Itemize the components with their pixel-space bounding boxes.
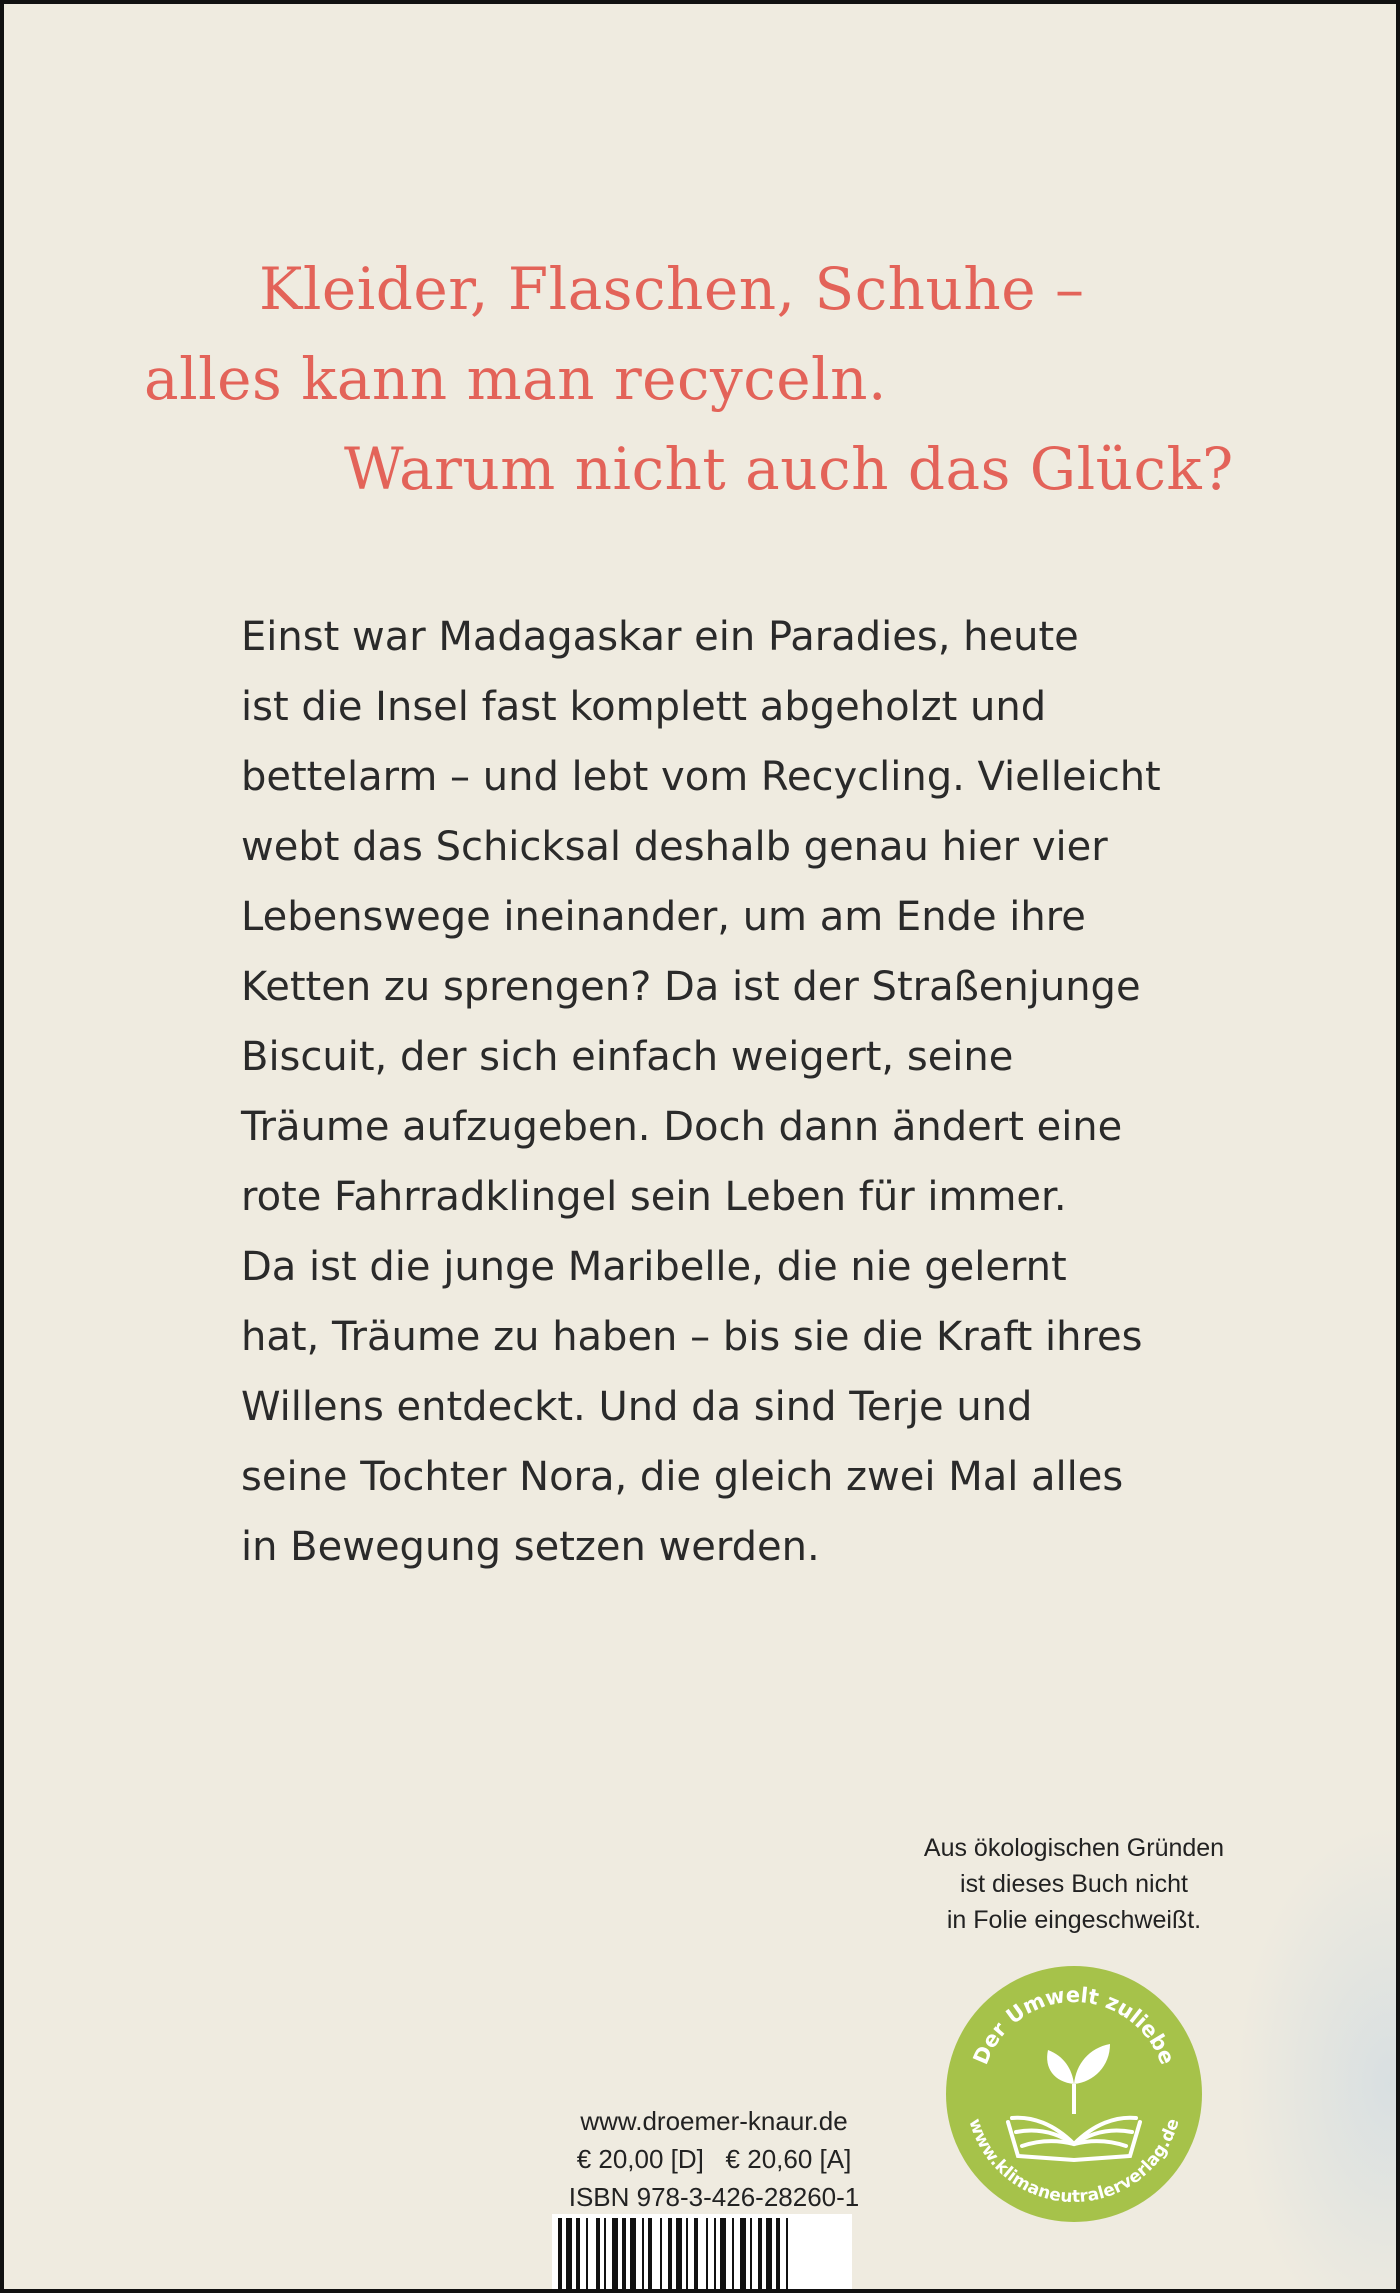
barcode-bar (660, 2218, 662, 2293)
barcode-bar (648, 2218, 652, 2293)
publisher-url: www.droemer-knaur.de (580, 2106, 848, 2136)
barcode-bar (622, 2218, 626, 2293)
barcode-bar (604, 2218, 606, 2293)
blurb-line: Träume aufzugeben. Doch dann ändert eine (241, 1104, 1123, 1150)
blurb-line: bettelarm – und lebt vom Recycling. Vielleicht (241, 754, 1161, 800)
eco-note-line: Aus ökologischen Gründen (923, 1834, 1225, 1862)
headline-line-3: Warum nicht auch das Glück? (344, 435, 1234, 503)
barcode-bar (566, 2218, 572, 2293)
barcode-bar (668, 2218, 672, 2293)
barcode-bar (576, 2218, 580, 2293)
barcode-bar (706, 2218, 708, 2293)
eco-note-line: in Folie eingeschweißt. (946, 1906, 1202, 1934)
barcode-bar (558, 2218, 562, 2293)
badge-top-text: Der Umwelt zuliebe (968, 1982, 1180, 2068)
blurb-line: Einst war Madagaskar ein Paradies, heute (241, 614, 1079, 660)
blurb-line: Biscuit, der sich einfach weigert, seine (241, 1034, 1014, 1080)
blurb-line: webt das Schicksal deshalb genau hier vier (241, 824, 1108, 870)
barcode-bar (750, 2218, 752, 2293)
barcode-bar (786, 2218, 788, 2293)
barcode-bar (720, 2218, 726, 2293)
headline-line-1: Kleider, Flaschen, Schuhe – (259, 255, 1085, 323)
blurb-line: Ketten zu sprengen? Da ist der Straßenjunge (241, 964, 1141, 1010)
barcode-bar (714, 2218, 716, 2293)
barcode-bar (630, 2218, 636, 2293)
barcode-bar (596, 2218, 600, 2293)
barcode-bar (686, 2218, 688, 2293)
barcode-bar (732, 2218, 734, 2293)
blurb-line: hat, Träume zu haben – bis sie die Kraft ihres (241, 1314, 1143, 1360)
barcode-bar (758, 2218, 762, 2293)
blurb-line: rote Fahrradklingel sein Leben für immer. (241, 1174, 1067, 1220)
barcode-bar (612, 2218, 618, 2293)
blurb-line: Da ist die junge Maribelle, die nie gelernt (241, 1244, 1067, 1290)
barcode-bar (776, 2218, 780, 2293)
blurb-line: Willens entdeckt. Und da sind Terje und (241, 1384, 1033, 1430)
publisher-info (544, 2102, 884, 2216)
price: € 20,00 [D] € 20,60 [A] (576, 2144, 852, 2174)
barcode-bar (642, 2218, 644, 2293)
barcode-bar (766, 2218, 772, 2293)
eco-note (884, 1830, 1264, 1938)
barcode-bar (694, 2218, 698, 2293)
blurb-line: in Bewegung setzen werden. (241, 1524, 820, 1570)
badge-bottom-text: www.klimaneutralerverlag.de (964, 2116, 1184, 2208)
barcode-icon (552, 2214, 852, 2293)
barcode-bar (676, 2218, 682, 2293)
barcode-bar (740, 2218, 746, 2293)
eco-badge (944, 1964, 1204, 2224)
barcode-bar (586, 2218, 588, 2293)
blurb-line: seine Tochter Nora, die gleich zwei Mal alles (241, 1454, 1124, 1500)
blurb-line: ist die Insel fast komplett abgeholzt und (241, 684, 1047, 730)
eco-note-line: ist dieses Buch nicht (960, 1870, 1188, 1898)
headline-line-2: alles kann man recyceln. (144, 345, 887, 413)
blurb-text (241, 602, 1281, 1582)
blurb-line: Lebenswege ineinander, um am Ende ihre (241, 894, 1086, 940)
isbn: ISBN 978-3-426-28260-1 (568, 2182, 860, 2212)
